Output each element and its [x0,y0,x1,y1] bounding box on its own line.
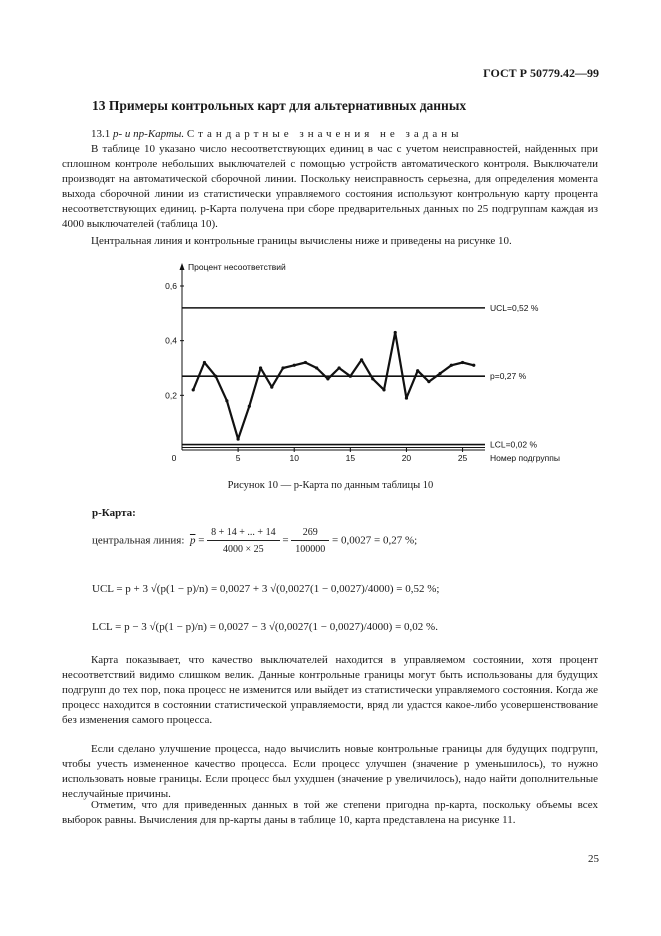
y-axis-label: Процент несоответствий [188,262,286,272]
data-point [360,358,363,361]
data-point [371,377,374,380]
pcard-title: p-Карта: [92,507,136,519]
lcl-formula: LCL = p − 3 √(p(1 − p)/n) = 0,0027 − 3 √(0,0027(1 − 0,0027)/4000) = 0,02 %. [92,621,438,633]
y-tick-label: 0,6 [165,281,177,291]
page-number: 25 [588,853,599,865]
central-den2: 100000 [295,544,326,555]
central-num2: 269 [291,527,329,541]
x-tick-label: 25 [457,453,468,463]
data-point [248,405,251,408]
control-line-label: LCL=0,02 % [490,439,538,450]
x-axis-label: Номер подгруппы [490,453,560,463]
p-chart [150,258,560,473]
central-label: центральная линия: [92,534,185,547]
data-point [214,375,217,378]
control-line-label: p=0,27 % [490,371,527,382]
data-point [304,361,307,364]
central-result: = 0,0027 = 0,27 %; [332,534,418,547]
central-num: 8 + 14 + ... + 14 [207,527,279,541]
data-point [237,437,240,440]
section-title: 13 Примеры контрольных карт для альтернативных данных [92,98,467,113]
central-fraction-2 [291,527,329,555]
data-point [315,366,318,369]
data-point [326,377,329,380]
data-point [439,372,442,375]
control-line-label: UCL=0,52 % [490,302,539,313]
central-den: 4000 × 25 [223,544,264,555]
y-tick-label: 0,4 [165,335,177,346]
y-tick-label: 0,2 [165,390,177,401]
ucl-formula: UCL = p + 3 √(p(1 − p)/n) = 0,0027 + 3 √(0,0027(1 − 0,0027)/4000) = 0,52 %; [92,583,440,595]
paragraph-intro: В таблице 10 указано число несоответствующих единиц в час с учетом неисправностей, найденных при сплошном контроле небольших выключателей с помощью устройств автоматического контроля. Выключатели производят на автоматической сборочной линии. Поскольку неисправность серьезна, для определения момента выхода сборочной линии из статистически управляемого состояния используют контрольную карту процента несоответствующих единиц. p-Карта получена при сборе предварительных данных по 25 подгруппам каждая из 4000 выключателей (таблица 10). [62,143,598,230]
data-point [349,375,352,378]
subsection-label: p- и np-Карты. [113,128,185,140]
data-point [293,364,296,367]
paragraph-1: Карта показывает, что качество выключателей находится в управляемом состоянии, хотя процент несоответствий видимо слишком велик. Данные контрольные границы могут быть использованы для будущих подгрупп до тех пор, пока процесс не изменится или выйдет из статистически управляемого состояния. Когда же процесс находится в состоянии статистической управляемости, вряд ли удастся какое-либо усовершенствование без изменения самого процесса. [62,654,598,726]
data-point [192,388,195,391]
x-tick-label: 0 [171,453,177,463]
doc-header: ГОСТ Р 50779.42—99 [483,66,599,80]
figure-caption: Рисунок 10 — p-Карта по данным таблицы 10 [227,480,434,491]
y-axis-arrow [180,263,185,270]
x-tick-label: 5 [235,453,241,463]
x-tick-label: 10 [289,453,299,463]
data-point [461,361,464,364]
data-point [405,396,408,399]
data-series-line [193,333,474,440]
data-point [382,388,385,391]
data-point [203,361,206,364]
data-point [225,399,228,402]
data-point [427,380,430,383]
paragraph-3: Отметим, что для приведенных данных в той же степени пригодна np-карта, поскольку объемы всех выборок равны. Вычисления для np-карты даны в таблице 10, карта представлена на рисунке 11. [62,799,598,826]
paragraph-central: Центральная линия и контрольные границы вычислены ниже и приведены на рисунке 10. [91,235,512,247]
subsection-spaced: Стандартные значения не заданы [186,128,463,140]
data-point [416,369,419,372]
data-point [270,386,273,389]
central-formula: центральная линия: $\overline{p}$ = $\frac{8 + 14 + ... + 14}{4000 \times 25}$ = $\frac{269}{100000}$ = 0,0027 = 0,27 %; [92,527,418,555]
data-point [259,366,262,369]
data-point [281,366,284,369]
central-fraction-1 [207,527,279,555]
data-point [394,331,397,334]
data-point [472,364,475,367]
x-tick-label: 15 [345,453,356,463]
x-tick-label: 20 [401,453,412,463]
paragraph-13-1 [62,127,598,142]
data-point [338,366,341,369]
subsection-num: 13.1 [91,128,111,140]
data-point [450,364,453,367]
paragraph-2: Если сделано улучшение процесса, надо вычислить новые контрольные границы для будущих подгрупп, чтобы учесть измененное качество процесса. Если процесс улучшен (значение p уменьшилось), то нужно использовать новые границы. Если процесс был ухудшен (значение p увеличилось), надо найти дополнительные неслучайные причины. [62,743,598,800]
